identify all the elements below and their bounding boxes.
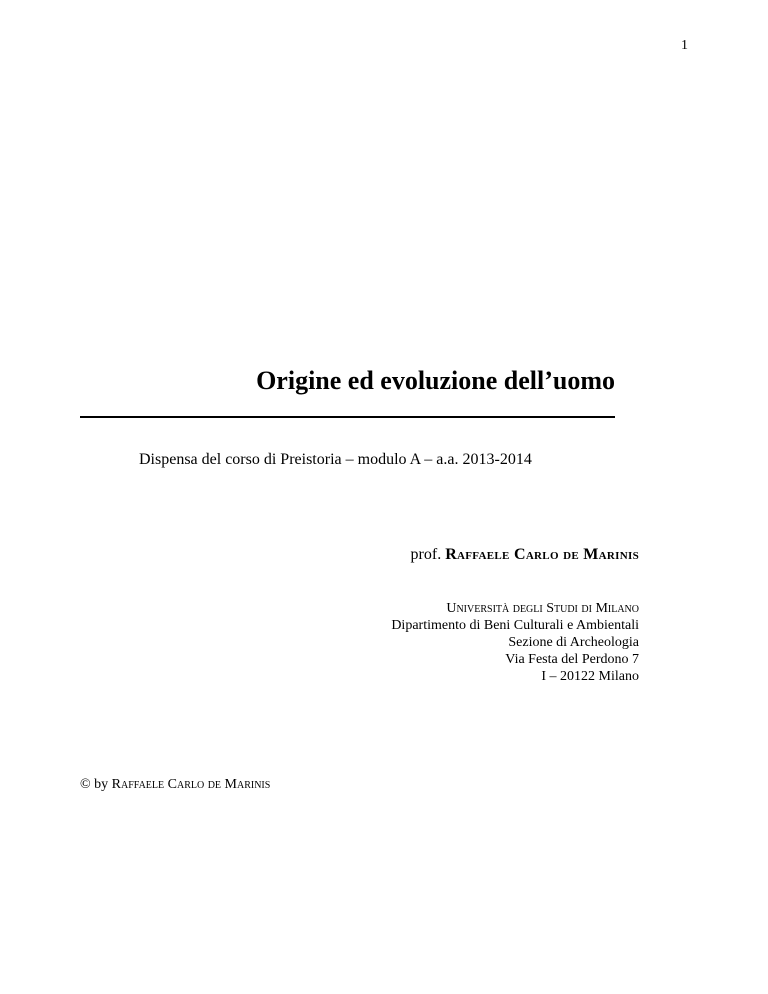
copyright-notice — [80, 776, 270, 793]
document-title: Origine ed evoluzione dell’uomo — [256, 366, 615, 395]
author-line — [411, 545, 639, 565]
university-name: Università degli Studi di Milano — [446, 601, 639, 616]
street-address: Via Festa del Perdono 7 — [505, 652, 639, 667]
copyright-holder: Raffaele Carlo de Marinis — [111, 777, 271, 792]
section-name: Sezione di Archeologia — [508, 635, 639, 650]
course-subtitle: Dispensa del corso di Preistoria – modulo A – a.a. 2013-2014 — [139, 451, 532, 468]
department-name: Dipartimento di Beni Culturali e Ambientali — [391, 618, 639, 633]
author-name: Raffaele Carlo de Marinis — [445, 546, 639, 563]
page-number: 1 — [681, 38, 688, 53]
author-prefix: prof. — [410, 546, 442, 563]
title-underline-rule — [80, 416, 615, 418]
institution-address — [391, 600, 639, 685]
city-address: I – 20122 Milano — [541, 669, 639, 684]
copyright-prefix: © by — [80, 777, 109, 792]
